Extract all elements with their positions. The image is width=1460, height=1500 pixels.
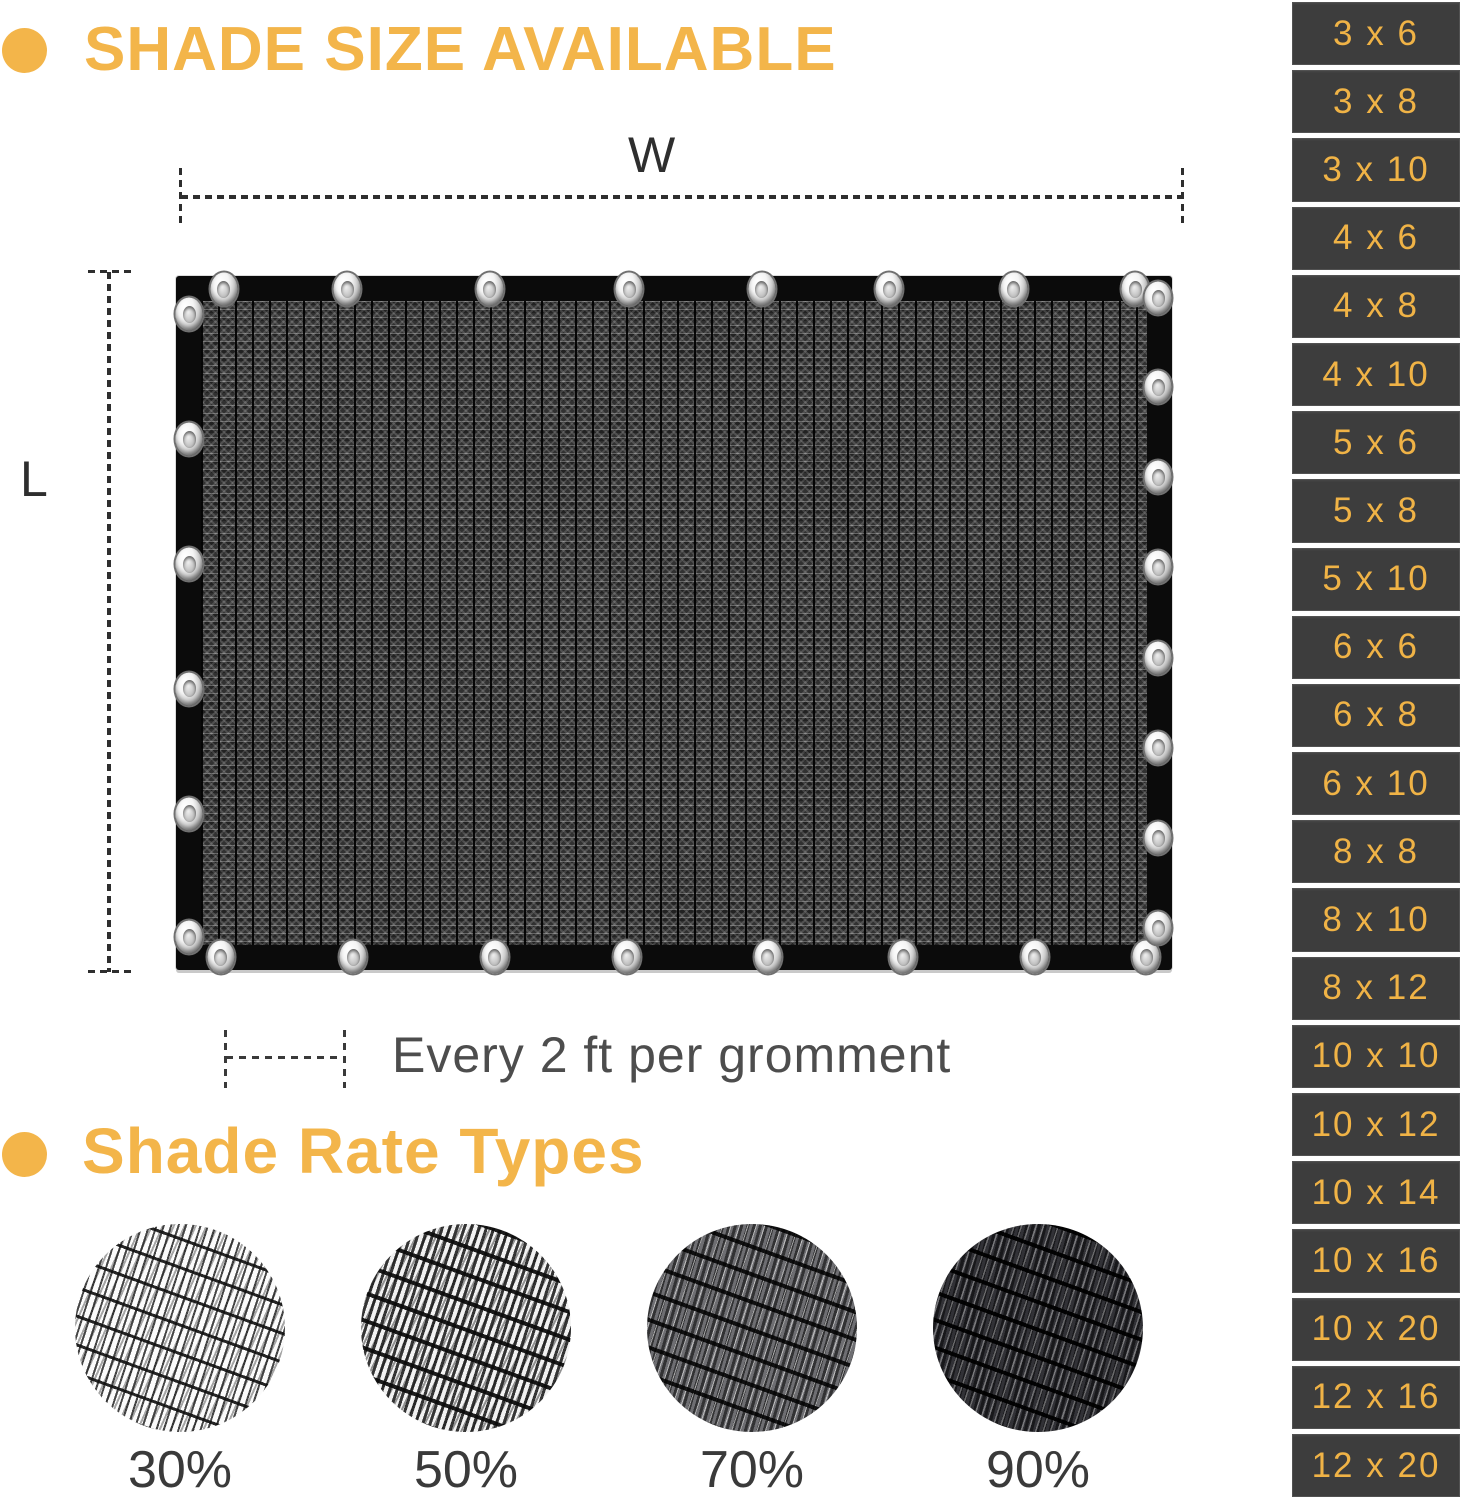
size-option-label: 6 x 8 (1333, 695, 1419, 735)
grommet-icon (614, 941, 641, 974)
grommet-icon (176, 797, 203, 830)
grommet-hole (621, 949, 634, 966)
size-option-label: 6 x 10 (1322, 763, 1430, 803)
grommet-icon (176, 548, 203, 581)
grommet-hole (1028, 949, 1041, 966)
shade-rate-label: 50% (413, 1441, 519, 1499)
grommet-icon (1021, 941, 1048, 974)
grommet-hole (1007, 281, 1020, 298)
grommet-hole (897, 949, 910, 966)
size-option (1292, 2, 1460, 65)
grommet-icon (176, 298, 203, 331)
size-option (1292, 1366, 1460, 1429)
grommet-hole (1152, 830, 1165, 847)
grommet-hole (341, 281, 354, 298)
grommet-hole (183, 431, 196, 448)
grommet-hole (183, 306, 196, 323)
size-option-label: 8 x 12 (1322, 968, 1430, 1008)
length-label: L (20, 451, 48, 507)
size-option-label: 10 x 20 (1311, 1309, 1441, 1349)
grommet-icon (1133, 941, 1160, 974)
size-option-label: 5 x 6 (1333, 422, 1419, 462)
grommet-hole (1140, 949, 1153, 966)
grommet-hole (1152, 379, 1165, 396)
grommet-icon (1145, 282, 1172, 315)
grommet-hole (883, 281, 896, 298)
size-option (1292, 957, 1460, 1020)
shade-rate-swatch-30 (75, 1224, 285, 1432)
size-option (1292, 479, 1460, 542)
shade-rate-item (360, 1224, 572, 1499)
grommet-icon (481, 941, 508, 974)
grommet-hole (488, 949, 501, 966)
size-option (1292, 1025, 1460, 1088)
grommet-hole (214, 949, 227, 966)
grommet-spacing-bracket (226, 1056, 344, 1059)
grommet-hole (217, 281, 230, 298)
shade-rate-item (74, 1224, 286, 1499)
size-option-label: 12 x 16 (1311, 1377, 1441, 1417)
width-label: W (628, 127, 676, 183)
shade-rate-label: 90% (985, 1441, 1091, 1499)
shade-rate-item (932, 1224, 1144, 1499)
size-list (1292, 0, 1460, 1500)
grommet-hole (761, 949, 774, 966)
grommet-icon (890, 941, 917, 974)
size-option-label: 8 x 10 (1322, 900, 1430, 940)
size-section-title: SHADE SIZE AVAILABLE (84, 15, 837, 84)
shade-rate-item (646, 1224, 858, 1499)
size-option-label: 8 x 8 (1333, 831, 1419, 871)
grommet-icon (176, 921, 203, 954)
size-option-label: 4 x 8 (1333, 286, 1419, 326)
shade-rate-swatches (74, 1224, 1144, 1499)
grommet-icon (1000, 273, 1027, 306)
grommet-icon (476, 273, 503, 306)
grommet-hole (183, 929, 196, 946)
width-dimension-tick-right (1181, 168, 1184, 228)
grommet-icon (210, 273, 237, 306)
size-option-label: 10 x 16 (1311, 1240, 1441, 1280)
size-option (1292, 70, 1460, 133)
grommet-hole (1152, 469, 1165, 486)
size-option (1292, 1093, 1460, 1156)
grommet-icon (1145, 731, 1172, 764)
size-option (1292, 275, 1460, 338)
size-option-label: 5 x 10 (1322, 559, 1430, 599)
size-option (1292, 1161, 1460, 1224)
shade-rate-swatch-70 (647, 1224, 857, 1432)
grommet-spacing-note: Every 2 ft per gromment (392, 1027, 952, 1083)
shade-rate-label: 70% (699, 1441, 805, 1499)
size-option (1292, 684, 1460, 747)
size-option (1292, 548, 1460, 611)
grommet-hole (183, 556, 196, 573)
grommet-hole (623, 281, 636, 298)
grommet-spacing-bracket-tick-left (224, 1030, 227, 1088)
length-dimension-line (107, 272, 111, 972)
grommet-icon (334, 273, 361, 306)
grommet-hole (183, 805, 196, 822)
grommet-hole (183, 680, 196, 697)
size-option (1292, 888, 1460, 951)
grommet-icon (340, 941, 367, 974)
grommet-icon (1145, 461, 1172, 494)
size-option-label: 3 x 6 (1333, 13, 1419, 53)
grommet-hole (1152, 649, 1165, 666)
size-option (1292, 138, 1460, 201)
grommet-icon (1145, 371, 1172, 404)
grommet-spacing-bracket-tick-right (343, 1030, 346, 1088)
size-option (1292, 820, 1460, 883)
size-option-label: 4 x 6 (1333, 218, 1419, 258)
grommet-icon (176, 423, 203, 456)
grommet-icon (748, 273, 775, 306)
size-option-label: 10 x 10 (1311, 1036, 1441, 1076)
size-option (1292, 207, 1460, 270)
grommet-icon (207, 941, 234, 974)
grommet-icon (1145, 551, 1172, 584)
grommet-hole (347, 949, 360, 966)
grommet-icon (616, 273, 643, 306)
size-option (1292, 1434, 1460, 1497)
size-option (1292, 411, 1460, 474)
bullet-icon (2, 28, 47, 73)
grommet-hole (1152, 739, 1165, 756)
width-dimension-line (181, 195, 1183, 199)
length-dimension-tick-bottom (88, 970, 132, 973)
shade-net-illustration (176, 276, 1172, 970)
size-option-label: 3 x 8 (1333, 81, 1419, 121)
shade-rate-section-title: Shade Rate Types (82, 1115, 645, 1187)
size-option (1292, 343, 1460, 406)
mesh-texture (201, 301, 1147, 945)
length-dimension-tick-top (88, 270, 132, 273)
size-option-label: 10 x 14 (1311, 1172, 1441, 1212)
shade-rate-swatch-50 (361, 1224, 571, 1432)
grommet-hole (755, 281, 768, 298)
size-option (1292, 616, 1460, 679)
size-option (1292, 1229, 1460, 1292)
grommet-hole (1152, 920, 1165, 937)
size-option (1292, 752, 1460, 815)
grommet-icon (1145, 912, 1172, 945)
size-option-label: 10 x 12 (1311, 1104, 1441, 1144)
grommet-icon (876, 273, 903, 306)
size-option-label: 5 x 8 (1333, 490, 1419, 530)
grommet-icon (1145, 822, 1172, 855)
size-option-label: 6 x 6 (1333, 627, 1419, 667)
bullet-icon (2, 1132, 47, 1177)
shade-rate-swatch-90 (933, 1224, 1143, 1432)
grommet-hole (483, 281, 496, 298)
grommet-icon (176, 672, 203, 705)
grommet-hole (1152, 290, 1165, 307)
width-dimension-tick-left (179, 168, 182, 228)
shade-rate-label: 30% (127, 1441, 233, 1499)
size-option-label: 12 x 20 (1311, 1445, 1441, 1485)
grommet-icon (1145, 641, 1172, 674)
size-option-label: 4 x 10 (1322, 354, 1430, 394)
grommet-hole (1152, 559, 1165, 576)
grommet-icon (754, 941, 781, 974)
size-option-label: 3 x 10 (1322, 149, 1430, 189)
size-option (1292, 1298, 1460, 1361)
grommet-hole (1129, 281, 1142, 298)
